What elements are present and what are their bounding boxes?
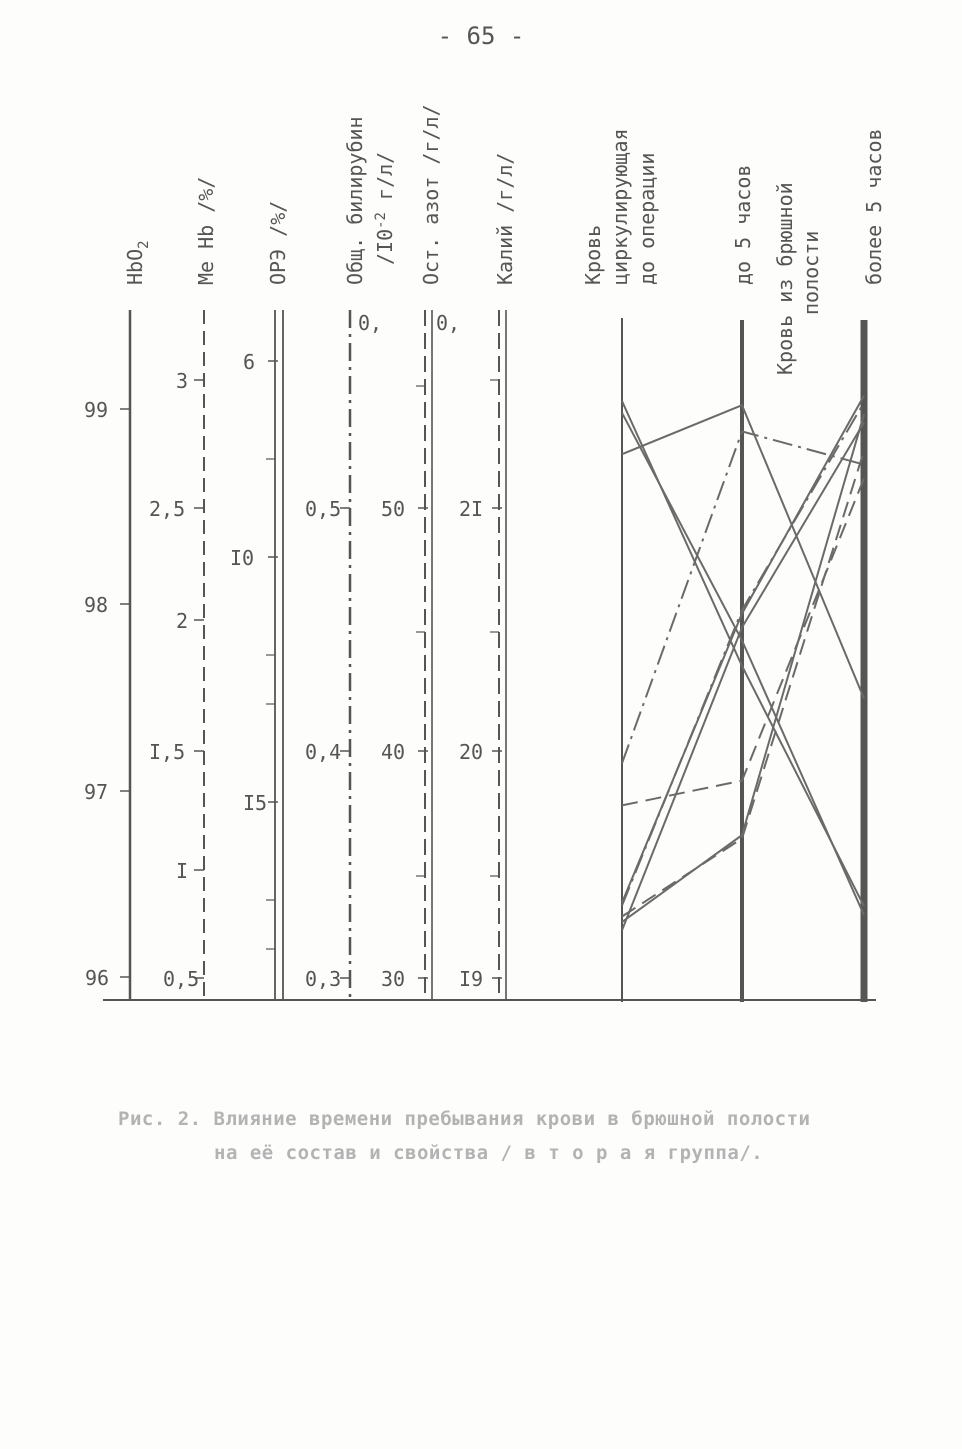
axis-4-label-line2: $/I0^{-2}$ г/л/ (373, 151, 397, 265)
column-1-label-line-2: циркулирующая (608, 128, 632, 285)
axis-5-tick-label-0: 30 (381, 967, 406, 991)
axis-4-tick-label-1: 0,4 (305, 740, 342, 764)
axis-5-tick-label-3: 0, (436, 311, 461, 335)
axis-2-label: Me Hb /%/ (194, 176, 218, 285)
axis-4-tick-label-3: 0, (358, 311, 383, 335)
figure-caption (118, 1102, 918, 1170)
caption-line-1: Рис. 2. Влияние времени пребывания крови в брюшной полости (118, 1108, 811, 1130)
column-1-label-line-1: Кровь (581, 224, 605, 285)
axis-2-tick-label-2: I,5 (149, 740, 186, 764)
page-number: - 65 - (437, 22, 525, 50)
group-label-line-2: полости (799, 230, 823, 315)
caption-line-2: на её состав и свойства / в т о р а я группа/. (214, 1142, 764, 1164)
axis-3-label: ОРЭ /%/ (266, 200, 290, 285)
axis-6-tick-label-2: 2I (459, 497, 484, 521)
axis-5-tick-label-1: 40 (381, 740, 406, 764)
axis-5-tick-label-2: 50 (381, 497, 406, 521)
axis-3-tick-label-1: I0 (230, 546, 255, 570)
axis-6-tick-label-0: I9 (459, 967, 484, 991)
axis-2-tick-label-0: 0,5 (163, 967, 200, 991)
axis-4-exponent: -2 (373, 212, 389, 229)
column-3-label: более 5 часов (862, 128, 886, 285)
axis-1-label: HbO$_2$ (123, 240, 152, 285)
axis-1-tick-label-0: 96 (85, 966, 110, 990)
axis-1-label-subscript: 2 (136, 240, 152, 249)
column-2-label: до 5 часов (731, 164, 755, 285)
axis-4-tick-label-0: 0,3 (305, 967, 342, 991)
axis-2-tick-label-5: 3 (176, 369, 189, 393)
axis-1-tick-label-2: 98 (84, 593, 109, 617)
axis-4-label: Общ. билирубин (343, 116, 367, 285)
axis-5-label: Ост. азот /г/л/ (419, 104, 443, 285)
axis-4-unit: г/л/ (373, 151, 397, 213)
column-1-label-line-3: до операции (635, 152, 659, 285)
axis-4-tick-label-2: 0,5 (305, 497, 342, 521)
axis-6-tick-label-1: 20 (459, 740, 484, 764)
axis-1-tick-label-3: 99 (84, 398, 109, 422)
group-label-line-1: Кровь из брюшной (773, 182, 797, 375)
axis-2-tick-label-4: 2,5 (149, 497, 186, 521)
axis-2-tick-label-1: I (176, 859, 189, 883)
axis-2-tick-label-3: 2 (176, 609, 189, 633)
axis-6-label: Калий /г/л/ (493, 152, 517, 285)
axis-3-tick-label-2: I5 (243, 791, 268, 815)
axis-1-tick-label-1: 97 (84, 780, 109, 804)
axis-3-tick-label-0: 6 (243, 350, 256, 374)
